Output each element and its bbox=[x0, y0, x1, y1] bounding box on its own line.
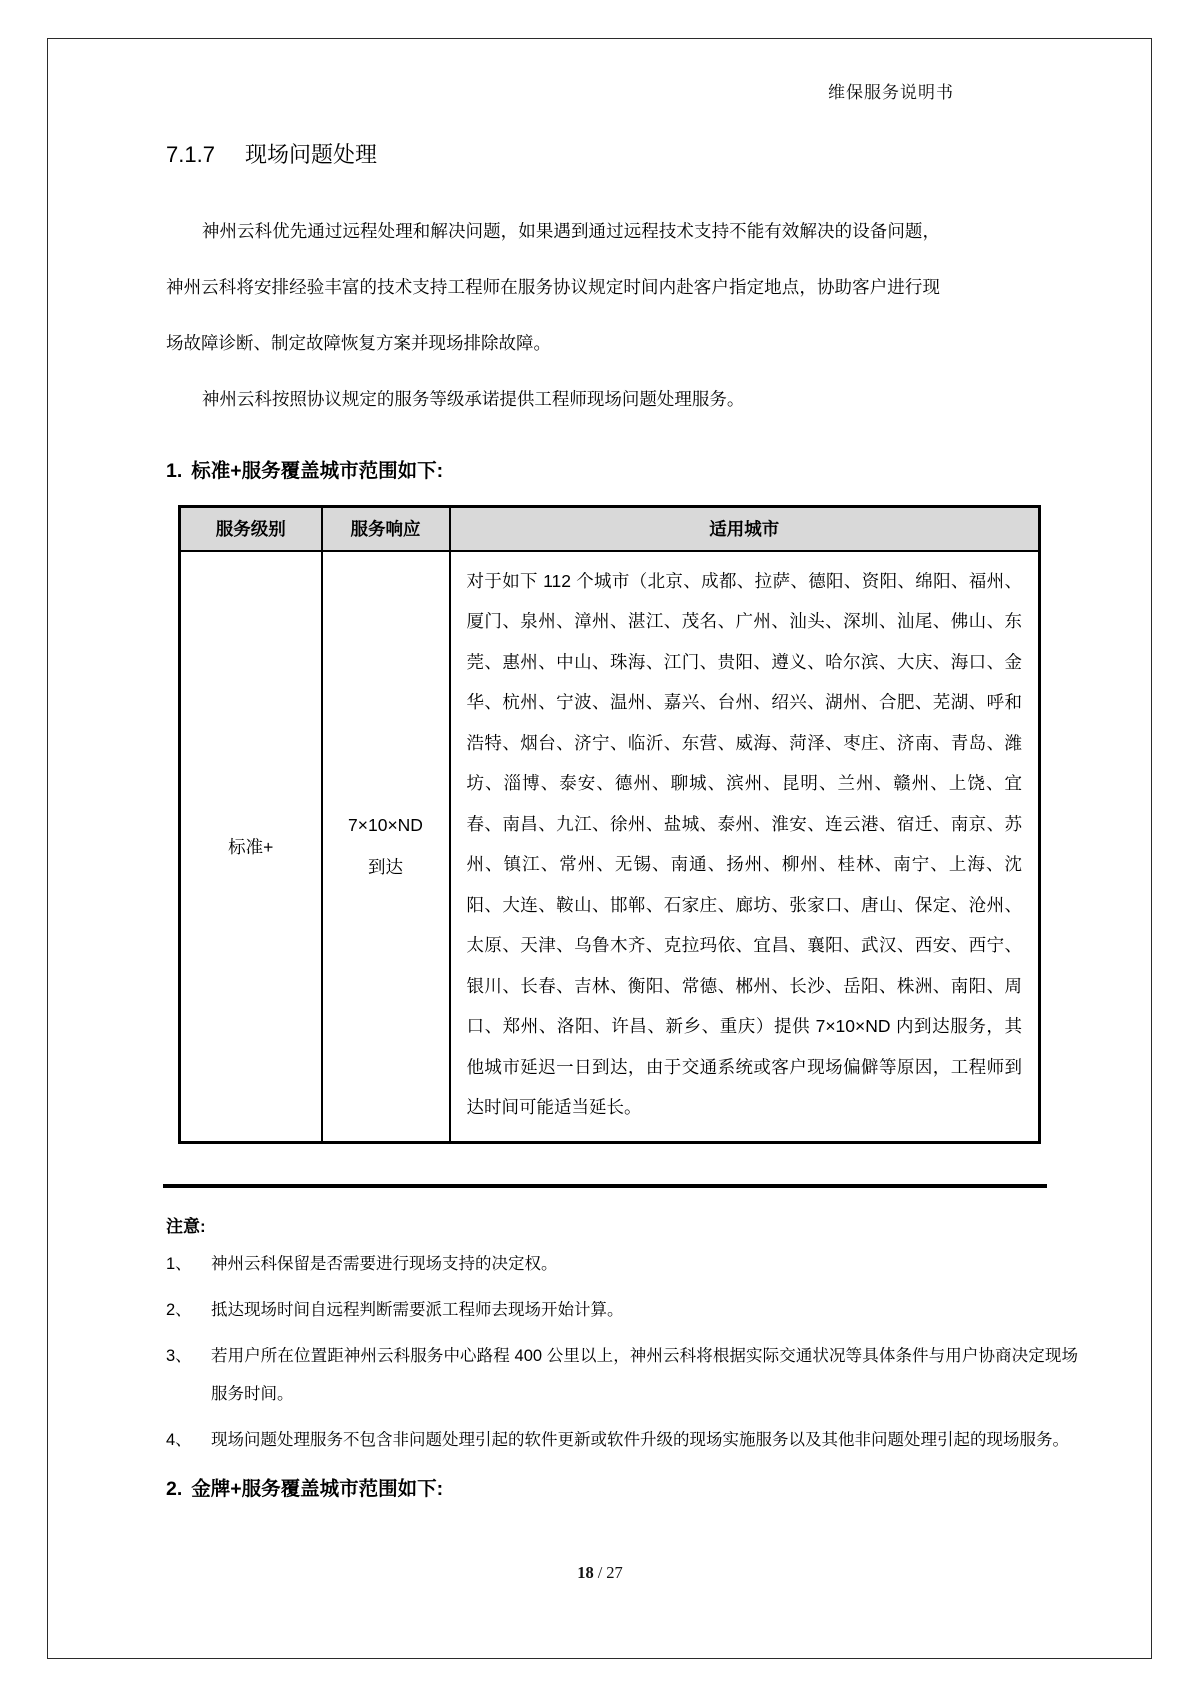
page-number-separator: / bbox=[597, 1563, 603, 1582]
col-header-service-level: 服务级别 bbox=[180, 507, 322, 551]
response-line-2: 到达 bbox=[368, 857, 403, 877]
paragraph-2: 神州云科按照协议规定的服务等级承诺提供工程师现场问题处理服务。 bbox=[201, 389, 745, 409]
section-number: 7.1.7 bbox=[166, 142, 215, 167]
note-2-text: 抵达现场时间自远程判断需要派工程师去现场开始计算。 bbox=[211, 1300, 624, 1319]
note-3-number: 3、 bbox=[166, 1346, 192, 1365]
note-3-text: 若用户所在位置距神州云科服务中心路程 400 公里以上，神州云科将根据实际交通状况等具体条件与用户协商决定现场服务时间。 bbox=[211, 1346, 1078, 1403]
subsection-1-number: 1. bbox=[166, 460, 183, 482]
note-1-number: 1、 bbox=[166, 1254, 192, 1273]
paragraph-1: 神州云科优先通过远程处理和解决问题，如果遇到通过远程技术支持不能有效解决的设备问题，神州云科将安排经验丰富的技术支持工程师在服务协议规定时间内赴客户指定地点，协助客户进行现场故障诊断、制定故障恢复方案并现场排除故障。 bbox=[166, 221, 940, 353]
note-item-3 bbox=[166, 1337, 1078, 1413]
note-item-2 bbox=[166, 1291, 1078, 1329]
cell-applicable-cities: 对于如下 112 个城市（北京、成都、拉萨、德阳、资阳、绵阳、福州、厦门、泉州、漳州、湛江、茂名、广州、汕头、深圳、汕尾、佛山、东莞、惠州、中山、珠海、江门、贵阳、遵义、哈尔滨、大庆、海口、金华、杭州、宁波、温州、嘉兴、台州、绍兴、湖州、合肥、芜湖、呼和浩特、烟台、济宁、临沂、东营、威海、菏泽、枣庄、济南、青岛、潍坊、淄博、泰安、德州、聊城、滨州、昆明、兰州、赣州、上饶、宜春、南昌、九江、徐州、盐城、泰州、淮安、连云港、宿迁、南京、苏州、镇江、常州、无锡、南通、扬州、柳州、桂林、南宁、上海、沈阳、大连、鞍山、邯郸、石家庄、廊坊、张家口、唐山、保定、沧州、太原、天津、乌鲁木齐、克拉玛依、宜昌、襄阳、武汉、西安、西宁、银川、长春、吉林、衡阳、常德、郴州、长沙、岳阳、株洲、南阳、周口、郑州、洛阳、许昌、新乡、重庆）提供 7×10×ND 内到达服务，其他城市延迟一日到达，由于交通系统或客户现场偏僻等原因，工程师到达时间可能适当延长。 bbox=[450, 551, 1040, 1143]
cell-service-response bbox=[322, 551, 450, 1143]
col-header-applicable-cities: 适用城市 bbox=[450, 507, 1040, 551]
page-footer bbox=[0, 1563, 1200, 1583]
note-1-text: 神州云科保留是否需要进行现场支持的决定权。 bbox=[211, 1254, 558, 1273]
response-line-1: 7×10×ND bbox=[348, 815, 423, 835]
subsection-2-title: 金牌+服务覆盖城市范围如下: bbox=[191, 1477, 444, 1500]
note-4-text: 现场问题处理服务不包含非问题处理引起的软件更新或软件升级的现场实施服务以及其他非问题处理引起的现场服务。 bbox=[211, 1430, 1069, 1449]
subsection-1-title: 标准+服务覆盖城市范围如下: bbox=[191, 460, 444, 482]
table-row bbox=[180, 551, 1040, 1143]
note-item-1 bbox=[166, 1245, 1078, 1283]
note-item-4 bbox=[166, 1421, 1078, 1459]
current-page-number: 18 bbox=[577, 1563, 594, 1582]
subsection-1-heading bbox=[166, 455, 1078, 483]
cell-service-level: 标准+ bbox=[180, 551, 322, 1143]
page-header-title: 维保服务说明书 bbox=[828, 83, 954, 102]
col-header-service-response: 服务响应 bbox=[322, 507, 450, 551]
section-heading bbox=[166, 138, 1078, 169]
section-divider-rule bbox=[163, 1184, 1047, 1188]
note-4-number: 4、 bbox=[166, 1430, 192, 1449]
total-page-count: 27 bbox=[606, 1563, 623, 1582]
subsection-2-number: 2. bbox=[166, 1477, 183, 1500]
notes-title: 注意: bbox=[166, 1216, 206, 1236]
section-title: 现场问题处理 bbox=[244, 142, 377, 167]
table-header-row bbox=[180, 507, 1040, 551]
page-content bbox=[166, 138, 1078, 1501]
subsection-2-heading bbox=[166, 1473, 1078, 1501]
note-2-number: 2、 bbox=[166, 1300, 192, 1319]
service-coverage-table bbox=[178, 505, 1041, 1144]
